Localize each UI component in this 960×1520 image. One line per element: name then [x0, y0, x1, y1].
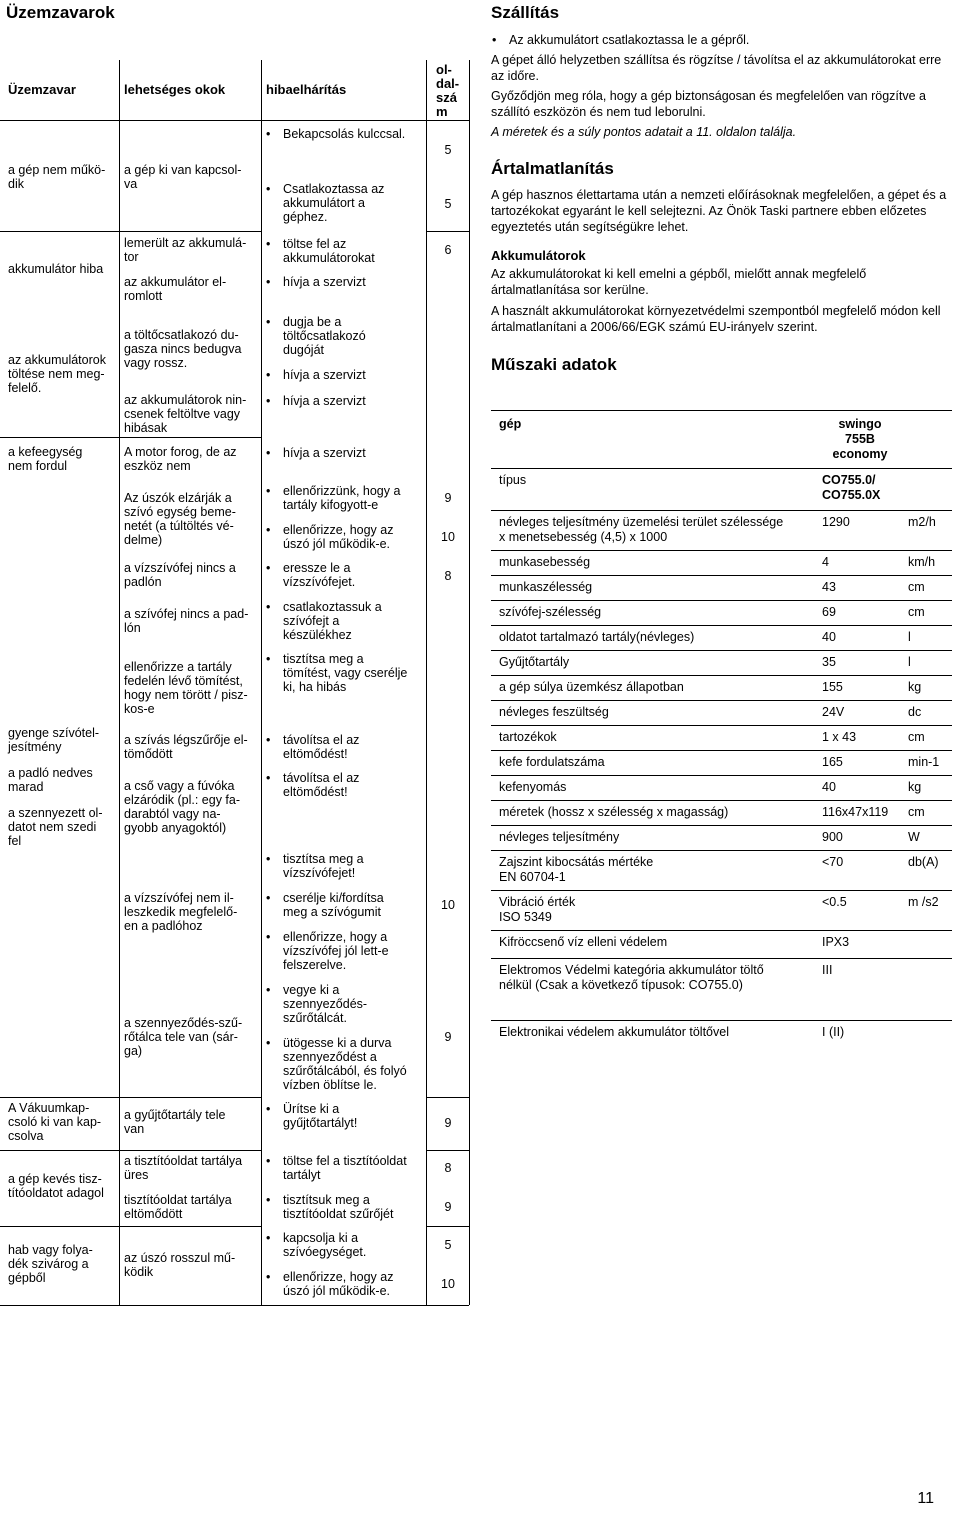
issue-cell: gyenge szívótel- jesítmény — [8, 726, 100, 754]
page-ref: 10 — [441, 1277, 455, 1291]
page-ref: 9 — [444, 1030, 452, 1044]
specs-divider — [491, 600, 952, 601]
specs-divider — [491, 468, 952, 469]
spec-label: Gyűjtőtartály — [499, 655, 570, 669]
spec-value: CO755.0/ CO755.0X — [822, 473, 881, 502]
fix-item: • Ürítse ki a gyűjtőtartályt! — [263, 1102, 357, 1130]
cause-cell: ellenőrizze a tartály fedelén lévő tömítést, hogy nem törött / pisz- kos-e — [124, 660, 248, 716]
battery-paragraph: A használt akkumulátorokat környezetvédelmi szempontból megfelelő módon kell ártalmatlanítani a 2006/66/EGK számú EU-irányelv szerint. — [491, 304, 941, 334]
cause-cell: a szívás légszűrője el- tömődött — [124, 733, 248, 761]
fix-item: • kapcsolja ki a szívóegységet. — [263, 1231, 366, 1259]
fix-item: • hívja a szervizt — [263, 275, 366, 289]
page-ref: 9 — [444, 1200, 452, 1214]
cause-cell: a szívófej nincs a pad- lón — [124, 607, 249, 635]
header-fix: hibaelhárítás — [266, 82, 347, 97]
fix-item: • cserélje ki/fordítsa meg a szívógumit — [263, 891, 384, 919]
specs-divider — [491, 510, 952, 511]
fix-item: • dugja be a töltőcsatlakozó dugóját — [263, 315, 366, 357]
specs-divider — [491, 550, 952, 551]
spec-unit: m /s2 — [908, 895, 939, 909]
spec-value: 40 — [822, 630, 836, 644]
fix-item: • távolítsa el az eltömődést! — [263, 771, 359, 799]
disposal-paragraph: A gép hasznos élettartama után a nemzeti előírásoknak megfelelően, a gépet és a tartozékokat egyaránt le kell selejtezni. Az Önök Taski partnere ebben előzetes egyeztetés után segítségükre lehet. — [491, 188, 947, 234]
cause-cell: a gyűjtőtartály tele van — [124, 1108, 226, 1136]
specs-divider — [491, 575, 952, 576]
cause-cell: a szennyeződés-szű- rőtálca tele van (sár- ga) — [124, 1016, 243, 1058]
fix-item: • eressze le a vízszívófejet. — [263, 561, 355, 589]
spec-unit: W — [908, 830, 920, 844]
specs-divider — [491, 850, 952, 851]
spec-value: 24V — [822, 705, 845, 719]
specs-divider — [491, 825, 952, 826]
spec-label: munkasebesség — [499, 555, 591, 569]
spec-value: I (II) — [822, 1025, 845, 1039]
cause-cell: a vízszívófej nem il- leszkedik megfelelő- en a padlóhoz — [124, 891, 238, 933]
specs-divider — [491, 800, 952, 801]
spec-label: Elektromos Védelmi kategória akkumulátor töltő nélkül (Csak a következő típusok: CO755.0) — [499, 963, 764, 992]
fix-item: • távolítsa el az eltömődést! — [263, 733, 359, 761]
spec-value: 35 — [822, 655, 836, 669]
spec-label: Kifröccsenő víz elleni védelem — [499, 935, 668, 949]
spec-label: szívófej-szélesség — [499, 605, 602, 619]
spec-label: névleges feszültség — [499, 705, 609, 719]
fix-item: • hívja a szervizt — [263, 394, 366, 408]
spec-unit: cm — [908, 805, 925, 819]
specs-divider — [491, 650, 952, 651]
transport-paragraph: A gépet álló helyzetben szállítsa és rögzítse / távolítsa el az akkumulátorokat erre az időre. — [491, 53, 942, 83]
spec-label: típus — [499, 473, 527, 487]
cause-cell: a gép ki van kapcsol- va — [124, 163, 242, 191]
spec-label: tartozékok — [499, 730, 557, 744]
fix-item: • Csatlakoztassa az akkumulátort a géphez. — [263, 182, 384, 224]
cause-cell: tisztítóoldat tartálya eltömődött — [124, 1193, 232, 1221]
specs-divider — [491, 930, 952, 931]
specs-divider — [491, 410, 952, 411]
page-ref: 5 — [444, 143, 452, 157]
page-ref: 10 — [441, 530, 455, 544]
fix-item: • tisztítsuk meg a tisztítóoldat szűrőjét — [263, 1193, 393, 1221]
cause-cell: lemerült az akkumulá- tor — [124, 236, 247, 264]
spec-value: III — [822, 963, 833, 977]
fix-item: • ellenőrizze, hogy az úszó jól működik-e. — [263, 1270, 393, 1298]
spec-value: 4 — [822, 555, 829, 569]
disposal-title: Ártalmatlanítás — [491, 159, 614, 178]
cause-cell: Az úszók elzárják a szívó egység beme- netét (a túltöltés vé- delme) — [124, 491, 236, 547]
tech-title: Műszaki adatok — [491, 355, 617, 374]
specs-divider — [491, 625, 952, 626]
spec-label-gep: gép — [499, 417, 522, 431]
spec-value: 69 — [822, 605, 836, 619]
header-page: ol- dal- szá m — [436, 62, 460, 119]
spec-unit: db(A) — [908, 855, 939, 869]
specs-divider — [491, 675, 952, 676]
spec-label: kefe fordulatszáma — [499, 755, 605, 769]
fix-item: • töltse fel az akkumulátorokat — [263, 237, 375, 265]
spec-unit: l — [908, 630, 911, 644]
transport-note: A méretek és a súly pontos adatait a 11. oldalon találja. — [491, 125, 797, 139]
spec-unit: min-1 — [908, 755, 940, 769]
page-number: 11 — [917, 1490, 934, 1507]
specs-divider — [491, 700, 952, 701]
fix-item: • tisztítsa meg a tömítést, vagy cserélje ki, ha hibás — [263, 652, 407, 694]
issue-cell: a gép kevés tisz- títóoldatot adagol — [8, 1172, 104, 1200]
issue-cell: hab vagy folya- dék szivárog a gépből — [8, 1243, 93, 1285]
spec-value: 43 — [822, 580, 836, 594]
specs-divider — [491, 725, 952, 726]
header-issue: Üzemzavar — [8, 82, 76, 97]
page-ref: 8 — [444, 569, 452, 583]
page-ref: 10 — [441, 898, 455, 912]
spec-label: munkaszélesség — [499, 580, 593, 594]
spec-unit: cm — [908, 730, 925, 744]
cause-cell: a töltőcsatlakozó du- gasza nincs bedugva vagy rossz. — [124, 328, 242, 370]
specs-divider — [491, 890, 952, 891]
battery-title: Akkumulátorok — [491, 248, 586, 263]
fix-item: • ellenőrizzünk, hogy a tartály kifogyott-e — [263, 484, 400, 512]
issue-cell: a padló nedves marad — [8, 766, 93, 794]
transport-paragraph: Győződjön meg róla, hogy a gép biztonságosan és megfelelően van rögzítve a szállító eszközön és nem tud leborulni. — [491, 89, 926, 119]
page-title: Üzemzavarok — [6, 3, 115, 22]
page-ref: 9 — [444, 1116, 452, 1130]
spec-value: 1 x 43 — [822, 730, 857, 744]
page-ref: 9 — [444, 491, 452, 505]
page-ref: 5 — [444, 1238, 452, 1252]
cause-cell: a cső vagy a fúvóka elzáródik (pl.: egy fa- darabtól vagy na- gyobb anyagoktól) — [124, 779, 241, 835]
issue-cell: az akkumulátorok töltése nem meg- felelő. — [8, 353, 106, 395]
fix-item: • Bekapcsolás kulccsal. — [263, 127, 405, 141]
spec-value: <70 — [822, 855, 844, 869]
transport-title: Szállítás — [491, 3, 560, 22]
spec-unit: m2/h — [908, 515, 936, 529]
page-ref: 8 — [444, 1161, 452, 1175]
fix-item: • hívja a szervizt — [263, 446, 366, 460]
fix-item: • töltse fel a tisztítóoldat tartályt — [263, 1154, 407, 1182]
fix-item: • ellenőrizze, hogy az úszó jól működik-e. — [263, 523, 393, 551]
spec-value: 155 — [822, 680, 843, 694]
page-ref: 5 — [444, 197, 452, 211]
spec-value: 1290 — [822, 515, 850, 529]
spec-value-gep: swingo 755B economy — [832, 417, 888, 461]
spec-label: Elektronikai védelem akkumulátor töltővel — [499, 1025, 729, 1039]
issue-cell: a kefeegység nem fordul — [8, 445, 83, 473]
cause-cell: a tisztítóoldat tartálya üres — [124, 1154, 243, 1182]
spec-unit: l — [908, 655, 911, 669]
specs-divider — [491, 1020, 952, 1021]
spec-unit: kg — [908, 680, 922, 694]
spec-unit: cm — [908, 580, 925, 594]
spec-label: Vibráció érték ISO 5349 — [499, 895, 576, 924]
fix-item: • csatlakoztassuk a szívófejt a készülékhez — [263, 600, 382, 642]
battery-paragraph: Az akkumulátorokat ki kell emelni a gépből, mielőtt annak megfelelő ártalmatlanítása sor kerülne. — [491, 267, 867, 297]
header-causes: lehetséges okok — [124, 82, 226, 97]
fix-item: • ellenőrizze, hogy a vízszívófej jól lett-e felszerelve. — [263, 930, 389, 972]
spec-label: Zajszint kibocsátás mértéke EN 60704-1 — [499, 855, 654, 884]
spec-unit: cm — [908, 605, 925, 619]
cause-cell: A motor forog, de az eszköz nem — [124, 445, 237, 473]
spec-unit: km/h — [908, 555, 936, 569]
spec-value: 165 — [822, 755, 843, 769]
issue-cell: akkumulátor hiba — [8, 262, 104, 276]
spec-unit: dc — [908, 705, 922, 719]
spec-label: a gép súlya üzemkész állapotban — [499, 680, 684, 694]
fix-item: • tisztítsa meg a vízszívófejet! — [263, 852, 364, 880]
spec-label: kefenyomás — [499, 780, 567, 794]
spec-value: 116x47x119 — [822, 805, 889, 819]
issue-cell: a szennyezett ol- datot nem szedi fel — [8, 806, 103, 848]
transport-bullet: • Az akkumulátort csatlakoztassa le a gépről. — [489, 33, 959, 47]
specs-divider — [491, 958, 952, 959]
spec-value: <0.5 — [822, 895, 847, 909]
cause-cell: az akkumulátor el- romlott — [124, 275, 227, 303]
spec-label: névleges teljesítmény — [499, 830, 620, 844]
fix-item: • hívja a szervizt — [263, 368, 366, 382]
issue-cell: A Vákuumkap- csoló ki van kap- csolva — [8, 1101, 102, 1143]
spec-value: 40 — [822, 780, 836, 794]
spec-label: névleges teljesítmény üzemelési terület szélessége x menetsebesség (4,5) x 1000 — [499, 515, 784, 544]
cause-cell: az úszó rosszul mű- ködik — [124, 1251, 236, 1279]
page-ref: 6 — [444, 243, 452, 257]
issue-cell: a gép nem műkö- dik — [8, 163, 106, 191]
cause-cell: a vízszívófej nincs a padlón — [124, 561, 236, 589]
spec-label: méretek (hossz x szélesség x magasság) — [499, 805, 729, 819]
cause-cell: az akkumulátorok nin- csenek feltöltve vagy hibásak — [124, 393, 247, 435]
spec-unit: kg — [908, 780, 922, 794]
spec-value: IPX3 — [822, 935, 850, 949]
fix-item: • ütögesse ki a durva szennyeződést a szűrőtálcából, és folyó vízben öblítse le. — [263, 1036, 407, 1092]
spec-value: 900 — [822, 830, 843, 844]
specs-divider — [491, 750, 952, 751]
specs-divider — [491, 775, 952, 776]
fix-item: • vegye ki a szennyeződés- szűrőtálcát. — [263, 983, 367, 1025]
spec-label: oldatot tartalmazó tartály(névleges) — [499, 630, 695, 644]
